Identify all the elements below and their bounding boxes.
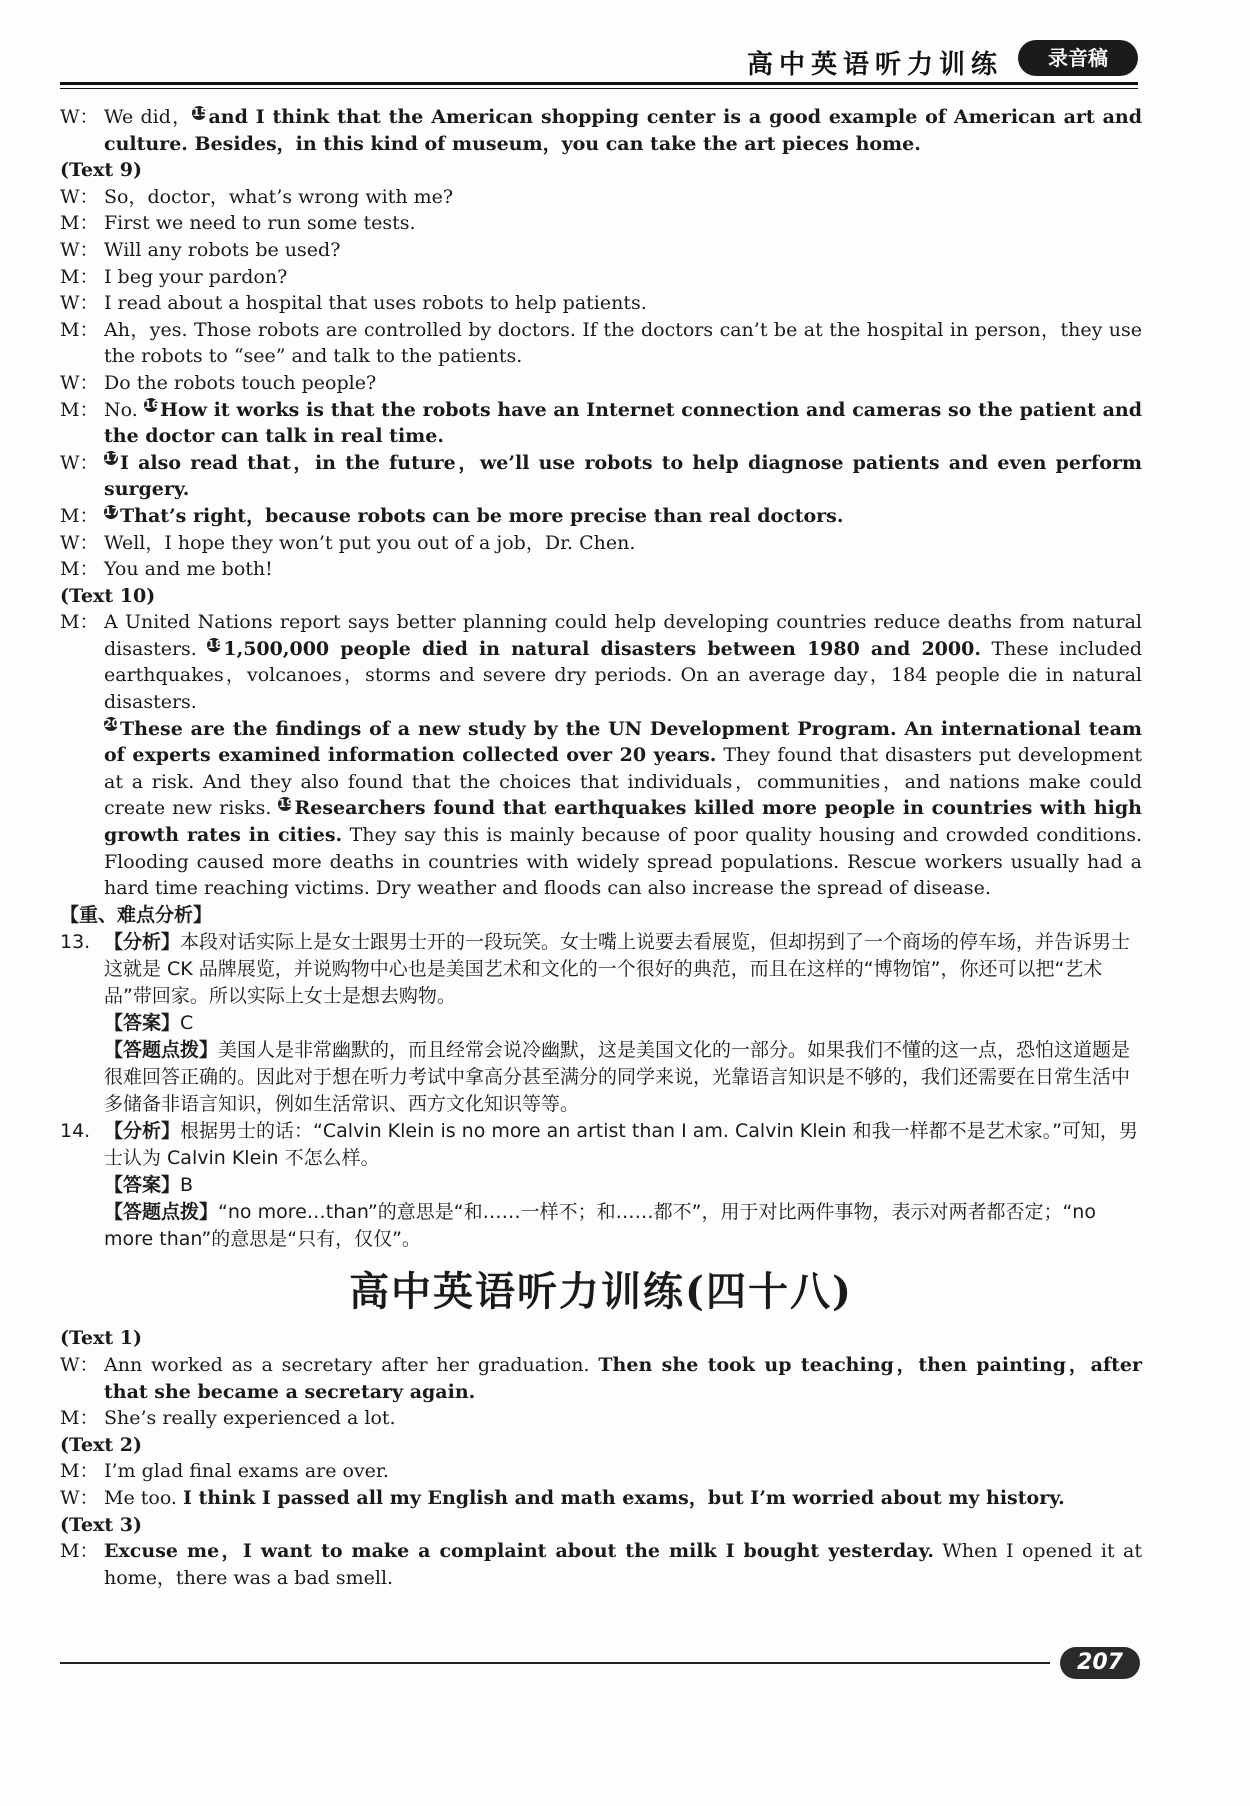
transcript-text: First we need to run some tests.: [104, 212, 416, 235]
tip-line: [60, 1037, 1142, 1118]
transcript-text: No.: [104, 398, 144, 421]
speaker-label: W：: [60, 451, 99, 474]
text-heading: (Text 10): [60, 584, 156, 607]
page-header: [60, 36, 1138, 86]
analysis-item: [60, 929, 1142, 1010]
dialogue-line: [60, 1458, 1142, 1485]
dialogue-line: [60, 1405, 1142, 1432]
transcript-text: She’s really experienced a lot.: [104, 1407, 396, 1430]
speaker-label: M：: [60, 212, 99, 235]
question-number-marker: 19: [278, 797, 294, 811]
key-sentence: I think I passed all my English and math exams，but I’m worried about my history.: [183, 1486, 1065, 1509]
transcript-text: We did，: [104, 106, 193, 128]
transcript-text: Me too.: [104, 1486, 183, 1509]
text-heading: (Text 3): [60, 1513, 142, 1536]
transcript-text: Ann worked as a secretary after her graduation.: [104, 1354, 599, 1376]
question-number-marker: 16: [143, 398, 160, 412]
page-number: 207: [1060, 1647, 1140, 1679]
question-number: 14.: [60, 1119, 91, 1142]
dialogue-line: [60, 264, 1142, 291]
transcript-part-1: [60, 104, 1142, 902]
speaker-label: M：: [60, 611, 99, 634]
speaker-label: M：: [60, 1540, 99, 1563]
speaker-label: W：: [60, 531, 99, 554]
header-title: 高中英语听力训练: [746, 50, 1003, 80]
speaker-label: W：: [60, 1354, 99, 1376]
speaker-label: M：: [60, 558, 99, 581]
transcript-text: I’m glad final exams are over.: [104, 1460, 389, 1483]
dialogue-line: [60, 317, 1142, 370]
dialogue-line: [60, 370, 1142, 397]
speaker-label: M：: [60, 265, 99, 288]
header-rule-thin: [60, 88, 1138, 89]
key-sentence: Then she took up teaching，then painting，after that she became a secretary again.: [104, 1354, 1142, 1403]
analysis-tag: 【答题点拨】: [104, 1038, 219, 1061]
section-title: 高中英语听力训练(四十八): [349, 1267, 853, 1315]
tip-text: 美国人是非常幽默的，而且经常会说冷幽默，这是美国文化的一部分。如果我们不懂的这一点，恐怕这道题是很难回答正确的。因此对于想在听力考试中拿高分甚至满分的同学来说，光靠语言知识是不够的，我们还需要在日常生活中多储备非语言知识，例如生活常识、西方文化知识等等。: [104, 1038, 1131, 1115]
transcript-text: They found that disasters put development at a risk. And they also found that the choices that individuals，communities，and nations make could create new risks.: [104, 744, 1142, 820]
answer-value: B: [180, 1173, 194, 1196]
transcript-text: Will any robots be used?: [104, 238, 341, 261]
dialogue-line: [60, 290, 1142, 317]
analysis-section: [60, 902, 1142, 1253]
transcript-text: So，doctor，what’s wrong with me?: [104, 185, 454, 208]
tip-text: “no more…than”的意思是“和……一样不；和……都不”，用于对比两件事物，表示对两者都否定；“no more than”的意思是“只有，仅仅”。: [104, 1200, 1096, 1250]
dialogue-line: [60, 1538, 1142, 1591]
text-heading: (Text 9): [60, 159, 142, 182]
dialogue-line: [60, 556, 1142, 583]
question-number: 13.: [60, 930, 91, 953]
analysis-tag: 【答案】: [104, 1173, 181, 1196]
speaker-label: W：: [60, 185, 99, 208]
transcript-paragraph: [60, 716, 1142, 902]
key-sentence: 1,500,000 people died in natural disasters between 1980 and 2000.: [223, 637, 981, 660]
analysis-tag: 【答题点拨】: [104, 1200, 219, 1223]
text-heading: (Text 2): [60, 1433, 142, 1456]
dialogue-line: [60, 1352, 1142, 1405]
answer-line: [60, 1172, 1142, 1199]
key-sentence: That’s right，because robots can be more precise than real doctors.: [120, 504, 844, 527]
transcript-part-2: [60, 1325, 1142, 1591]
dialogue-line: [60, 184, 1142, 211]
page-content: [60, 104, 1142, 1591]
key-sentence: How it works is that the robots have an Internet connection and cameras so the patient and the doctor can talk in real time.: [104, 398, 1143, 448]
text-heading: (Text 1): [60, 1327, 142, 1350]
dialogue-line: [60, 1485, 1142, 1512]
dialogue-line: [60, 450, 1142, 503]
transcript-text: These included earthquakes，volcanoes，storms and severe dry periods. On an average day，184 people die in natural disasters.: [104, 637, 1142, 714]
key-sentence: and I think that the American shopping center is a good example of American art and culture. Besides，in this kind of museum，you can take the art pieces home.: [104, 106, 1142, 155]
question-number-marker: 17: [104, 504, 120, 518]
question-number-marker: 20: [104, 717, 120, 731]
analysis-text: 根据男士的话：“Calvin Klein is no more an artist than I am. Calvin Klein 和我一样都不是艺术家。”可知，男士认为 Calvin Klein 不怎么样。: [104, 1119, 1138, 1169]
transcript-text: When I opened it at home，there was a bad smell.: [104, 1540, 1142, 1589]
analysis-tag: 【分析】: [104, 1119, 181, 1142]
transcript-text: They say this is mainly because of poor quality housing and crowded conditions. Flooding caused more deaths in countries with widely spread populations. Rescue workers usually had a hard time reaching victims. Dry weather and floods can also increase the spread of disease.: [104, 824, 1142, 900]
speaker-label: M：: [60, 1460, 99, 1483]
answer-line: [60, 1010, 1142, 1037]
footer-rule: [60, 1662, 1050, 1664]
transcript-text: You and me both!: [104, 558, 273, 581]
speaker-label: W：: [60, 238, 99, 261]
speaker-label: W：: [60, 292, 99, 315]
dialogue-line: [60, 397, 1142, 450]
speaker-label: W：: [60, 1486, 99, 1509]
question-number-marker: 18: [207, 637, 223, 651]
header-rule: [60, 82, 1138, 85]
transcript-text: Ah，yes. Those robots are controlled by doctors. If the doctors can’t be at the hospital in person，they use the robots to “see” and talk to the patients.: [104, 318, 1142, 368]
question-number-marker: 15: [192, 105, 208, 119]
dialogue-line: [60, 530, 1142, 557]
transcript-text: A United Nations report says better planning could help developing countries reduce deaths from natural disasters.: [104, 611, 1142, 660]
dialogue-line: [60, 503, 1142, 530]
dialogue-line: [60, 609, 1142, 715]
transcript-text: Well，I hope they won’t put you out of a job，Dr. Chen.: [104, 531, 636, 554]
analysis-items: [60, 929, 1142, 1253]
dialogue-line: [60, 104, 1142, 157]
transcript-text: Do the robots touch people?: [104, 371, 377, 394]
analysis-text: 本段对话实际上是女士跟男士开的一段玩笑。女士嘴上说要去看展览，但却拐到了一个商场的停车场，并告诉男士这就是 CK 品牌展览，并说购物中心也是美国艺术和文化的一个很好的典范，而且在这样的“博物馆”，你还可以把“艺术品”带回家。所以实际上女士是想去购物。: [104, 930, 1131, 1007]
key-sentence: Excuse me，I want to make a complaint about the milk I bought yesterday.: [104, 1540, 934, 1563]
speaker-label: M：: [60, 398, 99, 421]
speaker-label: M：: [60, 1407, 99, 1430]
header-badge: 录音稿: [1018, 40, 1138, 76]
speaker-label: M：: [60, 318, 99, 341]
tip-line: [60, 1199, 1142, 1253]
analysis-tag: 【分析】: [104, 930, 181, 953]
speaker-label: W：: [60, 371, 99, 394]
speaker-label: M：: [60, 504, 99, 527]
key-sentence: Researchers found that earthquakes killed more people in countries with high growth rates in cities.: [104, 797, 1142, 847]
dialogue-line: [60, 237, 1142, 264]
answer-value: C: [180, 1011, 194, 1034]
question-number-marker: 17: [104, 451, 120, 465]
transcript-text: I beg your pardon?: [104, 265, 288, 288]
dialogue-line: [60, 210, 1142, 237]
transcript-text: I read about a hospital that uses robots to help patients.: [104, 292, 647, 315]
key-sentence: I also read that，in the future，we’ll use robots to help diagnose patients and even perform surgery.: [104, 451, 1142, 501]
analysis-item: [60, 1118, 1142, 1172]
analysis-title: 【重、难点分析】: [60, 903, 213, 926]
analysis-tag: 【答案】: [104, 1011, 181, 1034]
key-sentence: These are the findings of a new study by the UN Development Program. An international team of experts examined information collected over 20 years.: [104, 717, 1142, 767]
speaker-label: W：: [60, 106, 99, 128]
